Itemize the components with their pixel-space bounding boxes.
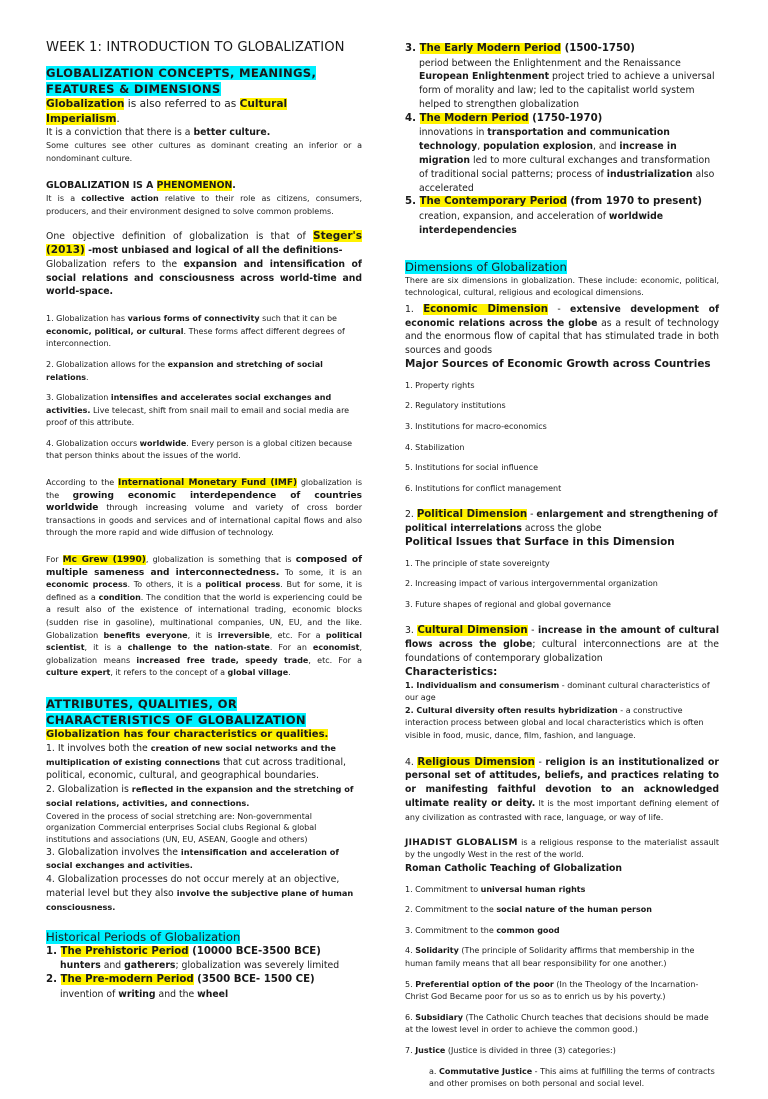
attribute-4: 4. Globalization processes do not occur merely at an objective, material level but they also involve the subjective plane of human consciousness.	[46, 874, 354, 912]
political-subheading: Political Issues that Surface in this Dimension	[405, 535, 675, 548]
economic-sources-list	[405, 380, 719, 496]
period-prehistoric-desc: hunters and gatherers; globalization was severely limited	[60, 960, 340, 972]
list-item: 6. Subsidiary (The Catholic Church teaches that decisions should be made at the lowest level in order to achieve the common good.)	[405, 1012, 709, 1035]
list-item: 2. Globalization allows for the expansion and stretching of social relations.	[46, 359, 323, 382]
period-modern: 4. The Modern Period (1750-1970)	[405, 112, 603, 124]
dimensions-heading: Dimensions of Globalization	[405, 259, 567, 274]
list-item: 1. Globalization has various forms of connectivity such that it can be economic, political, or cultural. These forms affect different degrees of interconnection.	[46, 314, 345, 349]
historical-heading: Historical Periods of Globalization	[46, 929, 241, 944]
dimension-political: 2. Political Dimension - enlargement and strengthening of political interrelations across the globe	[405, 509, 718, 535]
list-item: 3. Institutions for macro-economics	[405, 421, 547, 431]
period-premodern: 2. The Pre-modern Period (3500 BCE- 1500 CE)	[46, 973, 315, 985]
cultural-char-2: 2. Cultural diversity often results hybridization - a constructive interaction process between global and local characteristics which is often visible in food, music, dance, film, fashion, and language.	[405, 705, 704, 741]
period-prehistoric: 1. The Prehistoric Period (10000 BCE-3500 BCE)	[46, 945, 321, 957]
list-item: 7. Justice (Justice is divided in three (3) categories:)	[405, 1045, 616, 1055]
right-column	[405, 0, 719, 1099]
list-item: 5. Preferential option of the poor (In the Theology of the Incarnation-Christ God Became poor for us so as to enrich us by his poverty.)	[405, 979, 699, 1002]
steger-definition: One objective definition of globalization is that of Steger's (2013) -most unbiased and logical of all the definitions- Globalization refers to the expansion and intensification of social relations and consciousness across world-time and world-space.	[46, 230, 362, 298]
concepts-p2: It is a conviction that there is a better culture.	[46, 127, 271, 139]
jihadist-globalism: JIHADIST GLOBALISM is a religious response to the materialist assault by the ungodly West in the rest of the world.	[405, 837, 720, 860]
roman-catholic-heading: Roman Catholic Teaching of Globalization	[405, 862, 623, 874]
list-item: 6. Institutions for conflict management	[405, 483, 562, 493]
list-item: 3. Globalization intensifies and accelerates social exchanges and activities. Live telecast, shift from snail mail to email and social media are proof of this attribute.	[46, 393, 350, 428]
page-title: WEEK 1: INTRODUCTION TO GLOBALIZATION	[46, 40, 345, 55]
list-item: 4. Stabilization	[405, 442, 465, 452]
period-contemporary-desc: creation, expansion, and acceleration of worldwide interdependencies	[419, 210, 664, 236]
concepts-p3: Some cultures see other cultures as dominant creating an inferior or a nondominant culture.	[46, 140, 362, 163]
list-item: 2. Regulatory institutions	[405, 401, 506, 411]
list-item: a. Commutative Justice - This aims at fulfilling the terms of contracts and other promises on both personal and social level.	[429, 1066, 715, 1089]
period-early-modern: 3. The Early Modern Period (1500-1750)	[405, 43, 635, 54]
political-issues-list	[405, 558, 719, 612]
period-modern-desc: innovations in transportation and communication technology, population explosion, and increase in migration led to more cultural exchanges and transformation of traditional social patterns; process of industrialization also accelerated	[419, 127, 715, 194]
attribute-2-note: Covered in the process of social stretching are: Non-governmental organization Commercial enterprises Social clubs Regional & global institutions and associations (UN, EU, ASEAN, Google and others)	[46, 811, 317, 844]
list-item: 4. Globalization occurs worldwide. Every person is a global citizen because that person thinks about the issues of the world.	[46, 438, 353, 461]
period-contemporary: 5. The Contemporary Period (from 1970 to present)	[405, 196, 703, 208]
list-item: 3. Commitment to the common good	[405, 925, 560, 935]
list-item: 2. Commitment to the social nature of the human person	[405, 905, 652, 915]
concepts-p1: Globalization is also referred to as Cultural Imperialism.	[46, 98, 288, 125]
mcgrew-definition: For Mc Grew (1990), globalization is something that is composed of multiple sameness and interconnectedness. To some, it is an economic process. To others, it is a political process. But for some, it is defined as a condition. The condition that the world is experiencing could be a result also of the existence of international trading, economic blocks (sudden rise in gasoline), multinational companies, UN, EU, and the like. Globalization benefits everyone, it is irreversible, etc. For a political scientist, it is a challenge to the nation-state. For an economist, globalization means increased free trade, speedy trade, etc. For a culture expert, it refers to the concept of a global village.	[46, 555, 363, 678]
roman-catholic-list	[405, 884, 719, 1091]
left-column	[46, 0, 362, 1001]
list-item: 1. The principle of state sovereignty	[405, 558, 550, 568]
dimensions-intro: There are six dimensions in globalization. These include: economic, political, technological, cultural, religious and ecological dimensions.	[405, 275, 719, 298]
cultural-char-1: 1. Individualism and consumerism - dominant cultural characteristics of our age	[405, 680, 710, 703]
attribute-3: 3. Globalization involves the intensification and acceleration of social exchanges and activities.	[46, 846, 339, 871]
cultural-subheading: Characteristics:	[405, 665, 498, 678]
list-item: 1. Property rights	[405, 380, 475, 390]
attribute-2: 2. Globalization is reflected in the expansion and the stretching of social relations, activities, and connections.	[46, 784, 354, 808]
list-item: 1. Commitment to universal human rights	[405, 884, 586, 894]
list-item: 4. Solidarity (The principle of Solidarity affirms that membership in the human family means that all bear responsibility for one another.)	[405, 946, 695, 968]
period-premodern-desc: invention of writing and the wheel	[60, 988, 229, 1000]
attribute-1: 1. It involves both the creation of new social networks and the multiplication of existing connections that cut across traditional, political, economic, cultural, and geographical boundaries.	[46, 742, 347, 782]
attributes-subheading: Globalization has four characteristics or qualities.	[46, 728, 329, 740]
dimension-cultural: 3. Cultural Dimension - increase in the amount of cultural flows across the globe; cultural interconnections are at the foundations of contemporary globalization	[405, 625, 720, 665]
list-item: 2. Increasing impact of various intergovernmental organization	[405, 579, 658, 589]
concepts-heading: GLOBALIZATION CONCEPTS, MEANINGS, FEATURES & DIMENSIONS	[46, 66, 317, 96]
dimension-religious: 4. Religious Dimension - religion is an institutionalized or personal set of attitudes, beliefs, and practices relating to or manifesting faithful devotion to an acknowledged ultimate reality or deity. It is the most important defining element of any civilization as contrasted with race, language, or way of life.	[405, 756, 719, 822]
phenomenon-heading: GLOBALIZATION IS A PHENOMENON.	[46, 180, 236, 192]
steger-list	[46, 313, 362, 463]
period-early-modern-desc: period between the Enlightenment and the Renaissance European Enlightenment project tried to achieve a universal form of morality and law; led to the capitalist world system helped to strengthen globalization	[419, 57, 715, 110]
dimension-economic: 1. Economic Dimension - extensive development of economic relations across the globe as a result of technology and the enormous flow of capital that has stimulated trade in both sources and goods	[405, 303, 720, 357]
imf-definition: According to the International Monetary Fund (IMF) globalization is the growing economic interdependence of countries worldwide through increasing volume and variety of cross border transactions in goods and services and of international capital flows and also through the more rapid and wide diffusion of technology.	[46, 478, 362, 538]
list-item: 5. Institutions for social influence	[405, 463, 538, 473]
collective-action-text: It is a collective action relative to their role as citizens, consumers, producers, and their environment designed to solve common problems.	[46, 193, 363, 216]
attributes-heading: ATTRIBUTES, QUALITIES, OR CHARACTERISTICS OF GLOBALIZATION	[46, 696, 306, 727]
economic-subheading: Major Sources of Economic Growth across Countries	[405, 357, 711, 370]
list-item: 3. Future shapes of regional and global governance	[405, 599, 611, 609]
